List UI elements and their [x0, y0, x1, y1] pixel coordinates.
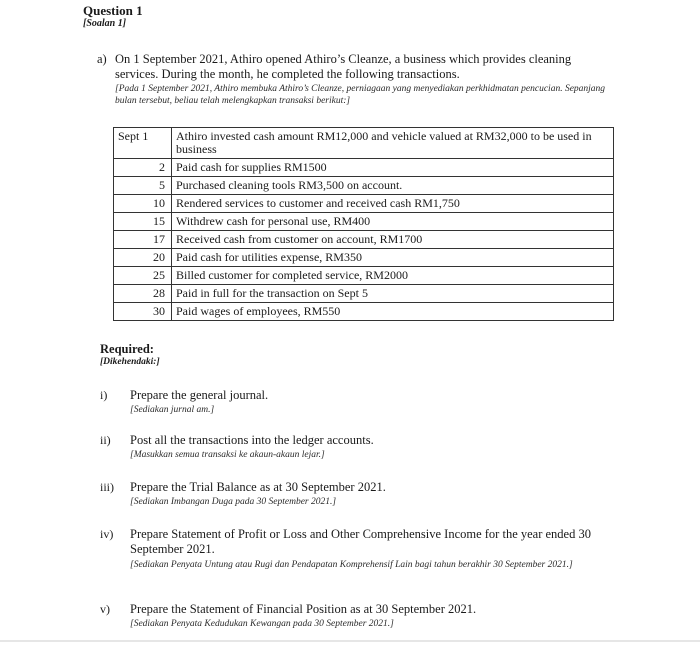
- transaction-description: Paid in full for the transaction on Sept 5: [172, 285, 614, 303]
- item-number: i): [100, 388, 108, 402]
- item-translation: [Masukkan semua transaksi ke akaun-akaun lejar.]: [130, 450, 325, 460]
- transaction-description: Paid cash for utilities expense, RM350: [172, 249, 614, 267]
- item-text: Prepare the Trial Balance as at 30 September 2021.: [130, 480, 386, 494]
- transaction-date: 15: [114, 213, 172, 231]
- table-row: [114, 285, 614, 303]
- item-translation: [Sediakan Penyata Kedudukan Kewangan pada 30 September 2021.]: [130, 619, 394, 629]
- question-title: Question 1: [83, 3, 143, 18]
- item-translation: [Sediakan Penyata Untung atau Rugi dan Pendapatan Komprehensif Lain bagi tahun berakhir 30 September 2021.]: [130, 560, 573, 570]
- transaction-date: 5: [114, 177, 172, 195]
- question-subtitle: [Soalan 1]: [83, 18, 127, 29]
- transaction-date: Sept 1: [114, 128, 172, 159]
- required-subheading: [Dikehendaki:]: [100, 357, 160, 367]
- item-text: Prepare the Statement of Financial Position as at 30 September 2021.: [130, 602, 477, 616]
- transactions-table: [113, 127, 614, 321]
- item-text: Post all the transactions into the ledger accounts.: [130, 433, 374, 447]
- transaction-date: 28: [114, 285, 172, 303]
- transaction-description: Withdrew cash for personal use, RM400: [172, 213, 614, 231]
- transaction-description: Athiro invested cash amount RM12,000 and vehicle valued at RM32,000 to be used in business: [172, 128, 614, 159]
- item-number: v): [100, 602, 110, 616]
- transaction-date: 30: [114, 303, 172, 321]
- transaction-description: Billed customer for completed service, RM2000: [172, 267, 614, 285]
- transaction-description: Paid cash for supplies RM1500: [172, 159, 614, 177]
- transaction-date: 20: [114, 249, 172, 267]
- transaction-date: 10: [114, 195, 172, 213]
- item-translation: [Sediakan Imbangan Duga pada 30 September 2021.]: [130, 497, 337, 507]
- table-row: [114, 195, 614, 213]
- item-number: iii): [100, 480, 114, 494]
- transaction-description: Rendered services to customer and received cash RM1,750: [172, 195, 614, 213]
- part-a-translation: [Pada 1 September 2021, Athiro membuka Athiro’s Cleanze, perniagaan yang menyediakan perkhidmatan pencucian. Sepanjang bulan tersebut, beliau telah melengkapkan transaksi berikut:]: [115, 84, 606, 106]
- table-row: [114, 249, 614, 267]
- item-text: Prepare Statement of Profit or Loss and Other Comprehensive Income for the year ended 30 September 2021.: [130, 527, 591, 556]
- item-translation: [Sediakan jurnal am.]: [130, 405, 215, 415]
- transaction-date: 25: [114, 267, 172, 285]
- table-row: [114, 128, 614, 159]
- transaction-description: Paid wages of employees, RM550: [172, 303, 614, 321]
- item-number: ii): [100, 433, 111, 447]
- part-a-text: On 1 September 2021, Athiro opened Athiro’s Cleanze, a business which provides cleaning services. During the month, he completed the following transactions.: [115, 52, 572, 81]
- page-divider: [0, 640, 700, 642]
- part-a-label: a): [97, 52, 107, 66]
- table-row: [114, 213, 614, 231]
- transaction-description: Purchased cleaning tools RM3,500 on account.: [172, 177, 614, 195]
- transaction-date: 17: [114, 231, 172, 249]
- required-heading: Required:: [100, 342, 154, 356]
- table-row: [114, 267, 614, 285]
- item-text: Prepare the general journal.: [130, 388, 269, 402]
- table-row: [114, 231, 614, 249]
- transaction-date: 2: [114, 159, 172, 177]
- table-row: [114, 303, 614, 321]
- table-row: [114, 159, 614, 177]
- transaction-description: Received cash from customer on account, RM1700: [172, 231, 614, 249]
- item-number: iv): [100, 527, 114, 541]
- table-row: [114, 177, 614, 195]
